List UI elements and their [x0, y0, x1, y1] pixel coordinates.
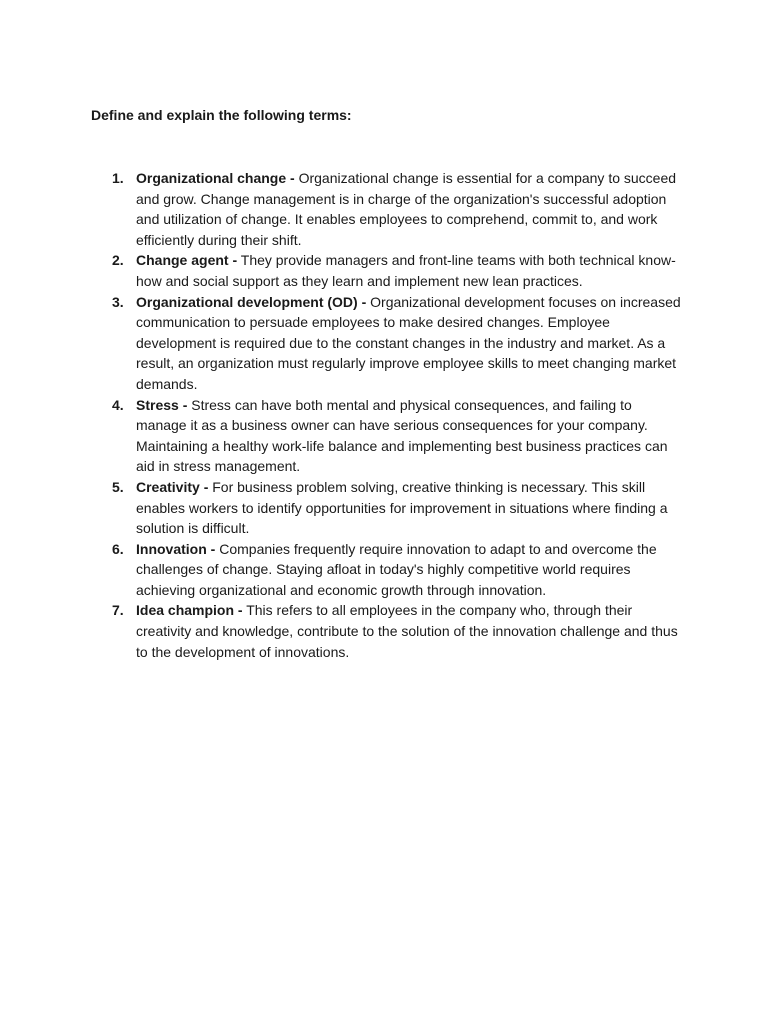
term-number: 3. [112, 293, 124, 310]
list-item [0, 168, 682, 250]
term-name: Change agent - [136, 252, 238, 269]
term-name: Innovation - [136, 540, 216, 557]
term-name: Organizational development (OD) - [136, 293, 367, 310]
term-definition: Stress can have both mental and physical consequences, and failing to manage it as a business owner can have serious consequences for your company. Maintaining a healthy work-life balance and implementing best business practices can aid in stress management. [136, 396, 668, 475]
term-number: 2. [112, 252, 124, 269]
term-name: Creativity - [136, 478, 209, 495]
term-name: Stress - [136, 396, 188, 413]
term-number: 4. [112, 396, 124, 413]
list-item [0, 250, 682, 291]
term-definition: Organizational development focuses on increased communication to persuade employees to make desired changes. Employee development is required due to the constant changes in the industry and market. As a result, an organization must regularly improve employee skills to meet changing market demands. [136, 293, 681, 392]
list-item [0, 600, 682, 662]
page-heading: Define and explain the following terms: [91, 107, 352, 123]
term-number: 7. [112, 602, 124, 619]
term-name: Organizational change - [136, 170, 295, 186]
term-definition: This refers to all employees in the company who, through their creativity and knowledge, contribute to the solution of the innovation challenge and thus to the development of innovations. [136, 602, 678, 660]
list-item [0, 395, 682, 477]
term-number: 1. [112, 170, 124, 186]
term-number: 5. [112, 478, 124, 495]
term-definition: Organizational change is essential for a company to succeed and grow. Change management is in charge of the organization's successful adoption and utilization of change. It enables employees to comprehend, commit to, and work efficiently during their shift. [136, 170, 677, 248]
term-number: 6. [112, 540, 124, 557]
term-name: Idea champion - [136, 602, 243, 619]
term-definition: For business problem solving, creative thinking is necessary. This skill enables workers to identify opportunities for improvement in situations where finding a solution is difficult. [136, 478, 668, 537]
list-item [0, 292, 682, 395]
term-definition: They provide managers and front-line teams with both technical know-how and social support as they learn and implement new lean practices. [136, 252, 676, 289]
list-item [0, 539, 682, 601]
term-definition: Companies frequently require innovation to adapt to and overcome the challenges of change. Staying afloat in today's highly competitive world requires achieving organizational and economic growth through innovation. [136, 540, 657, 598]
list-item [0, 477, 682, 539]
terms-list [0, 168, 768, 662]
